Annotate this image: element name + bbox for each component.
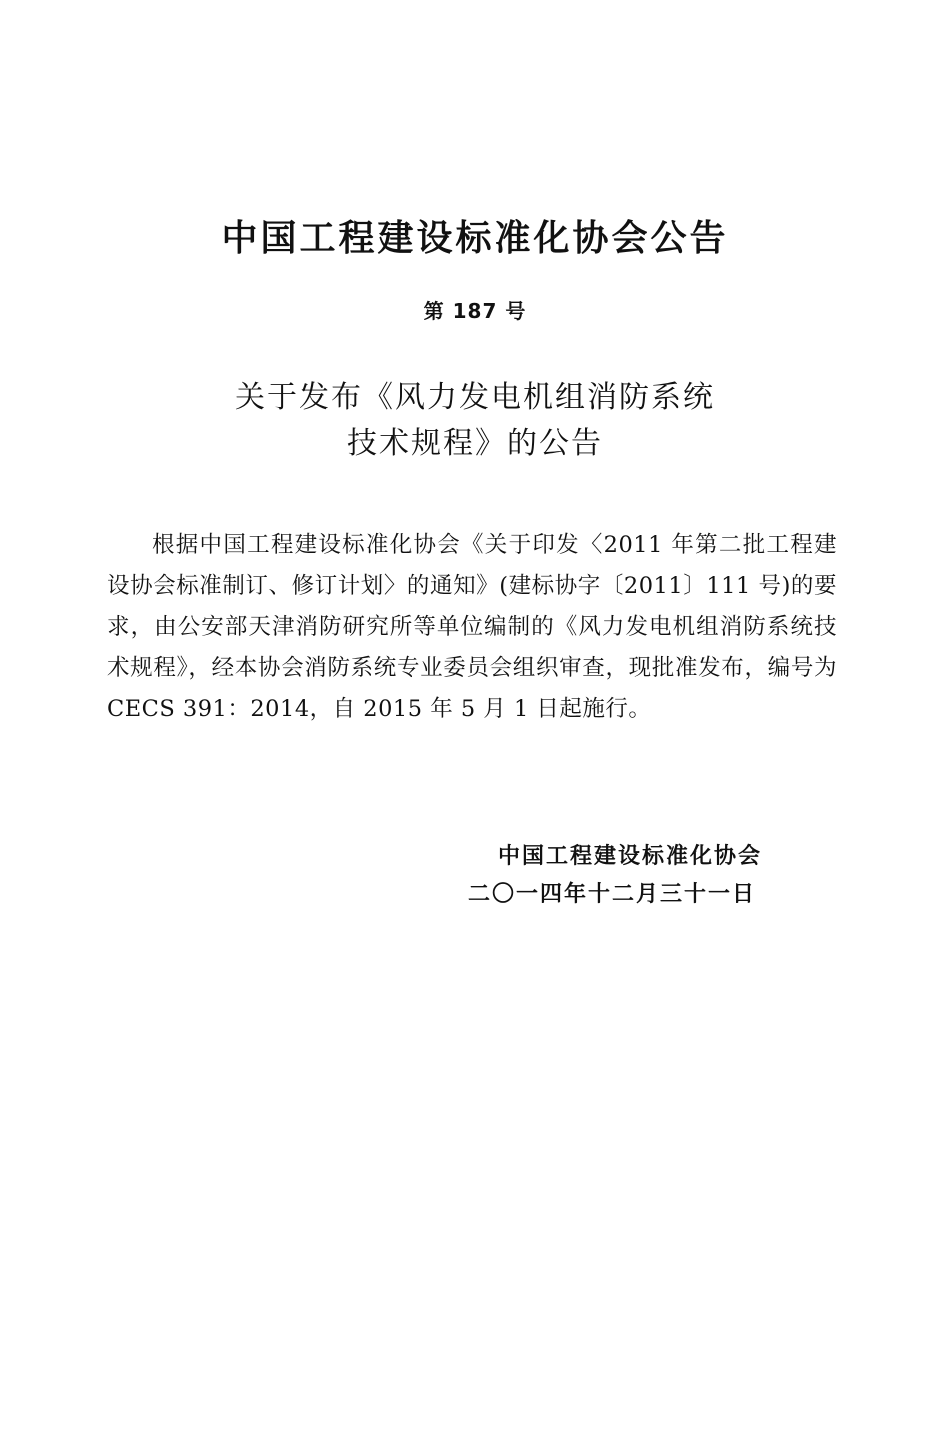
signature-organization: 中国工程建设标准化协会	[498, 844, 763, 869]
announcement-number: 第 187 号	[423, 299, 527, 323]
announcement-heading: 中国工程建设标准化协会公告	[221, 218, 729, 259]
announcement-body: 根据中国工程建设标准化协会《关于印发〈2011 年第二批工程建设协会标准制订、修订计划〉的通知》(建标协字〔2011〕111 号)的要求，由公安部天津消防研究所等单位编制的《风力发电机组消防系统技术规程》，经本协会消防系统专业委员会组织审查，现批准发布，编号为 CECS 391：2014，自 2015 年 5 月 1 日起施行。	[107, 532, 837, 722]
announcement-subtitle-line1: 关于发布《风力发电机组消防系统	[235, 380, 715, 415]
signature-date: 二〇一四年十二月三十一日	[468, 882, 757, 907]
announcement-subtitle-line2: 技术规程》的公告	[347, 426, 603, 461]
